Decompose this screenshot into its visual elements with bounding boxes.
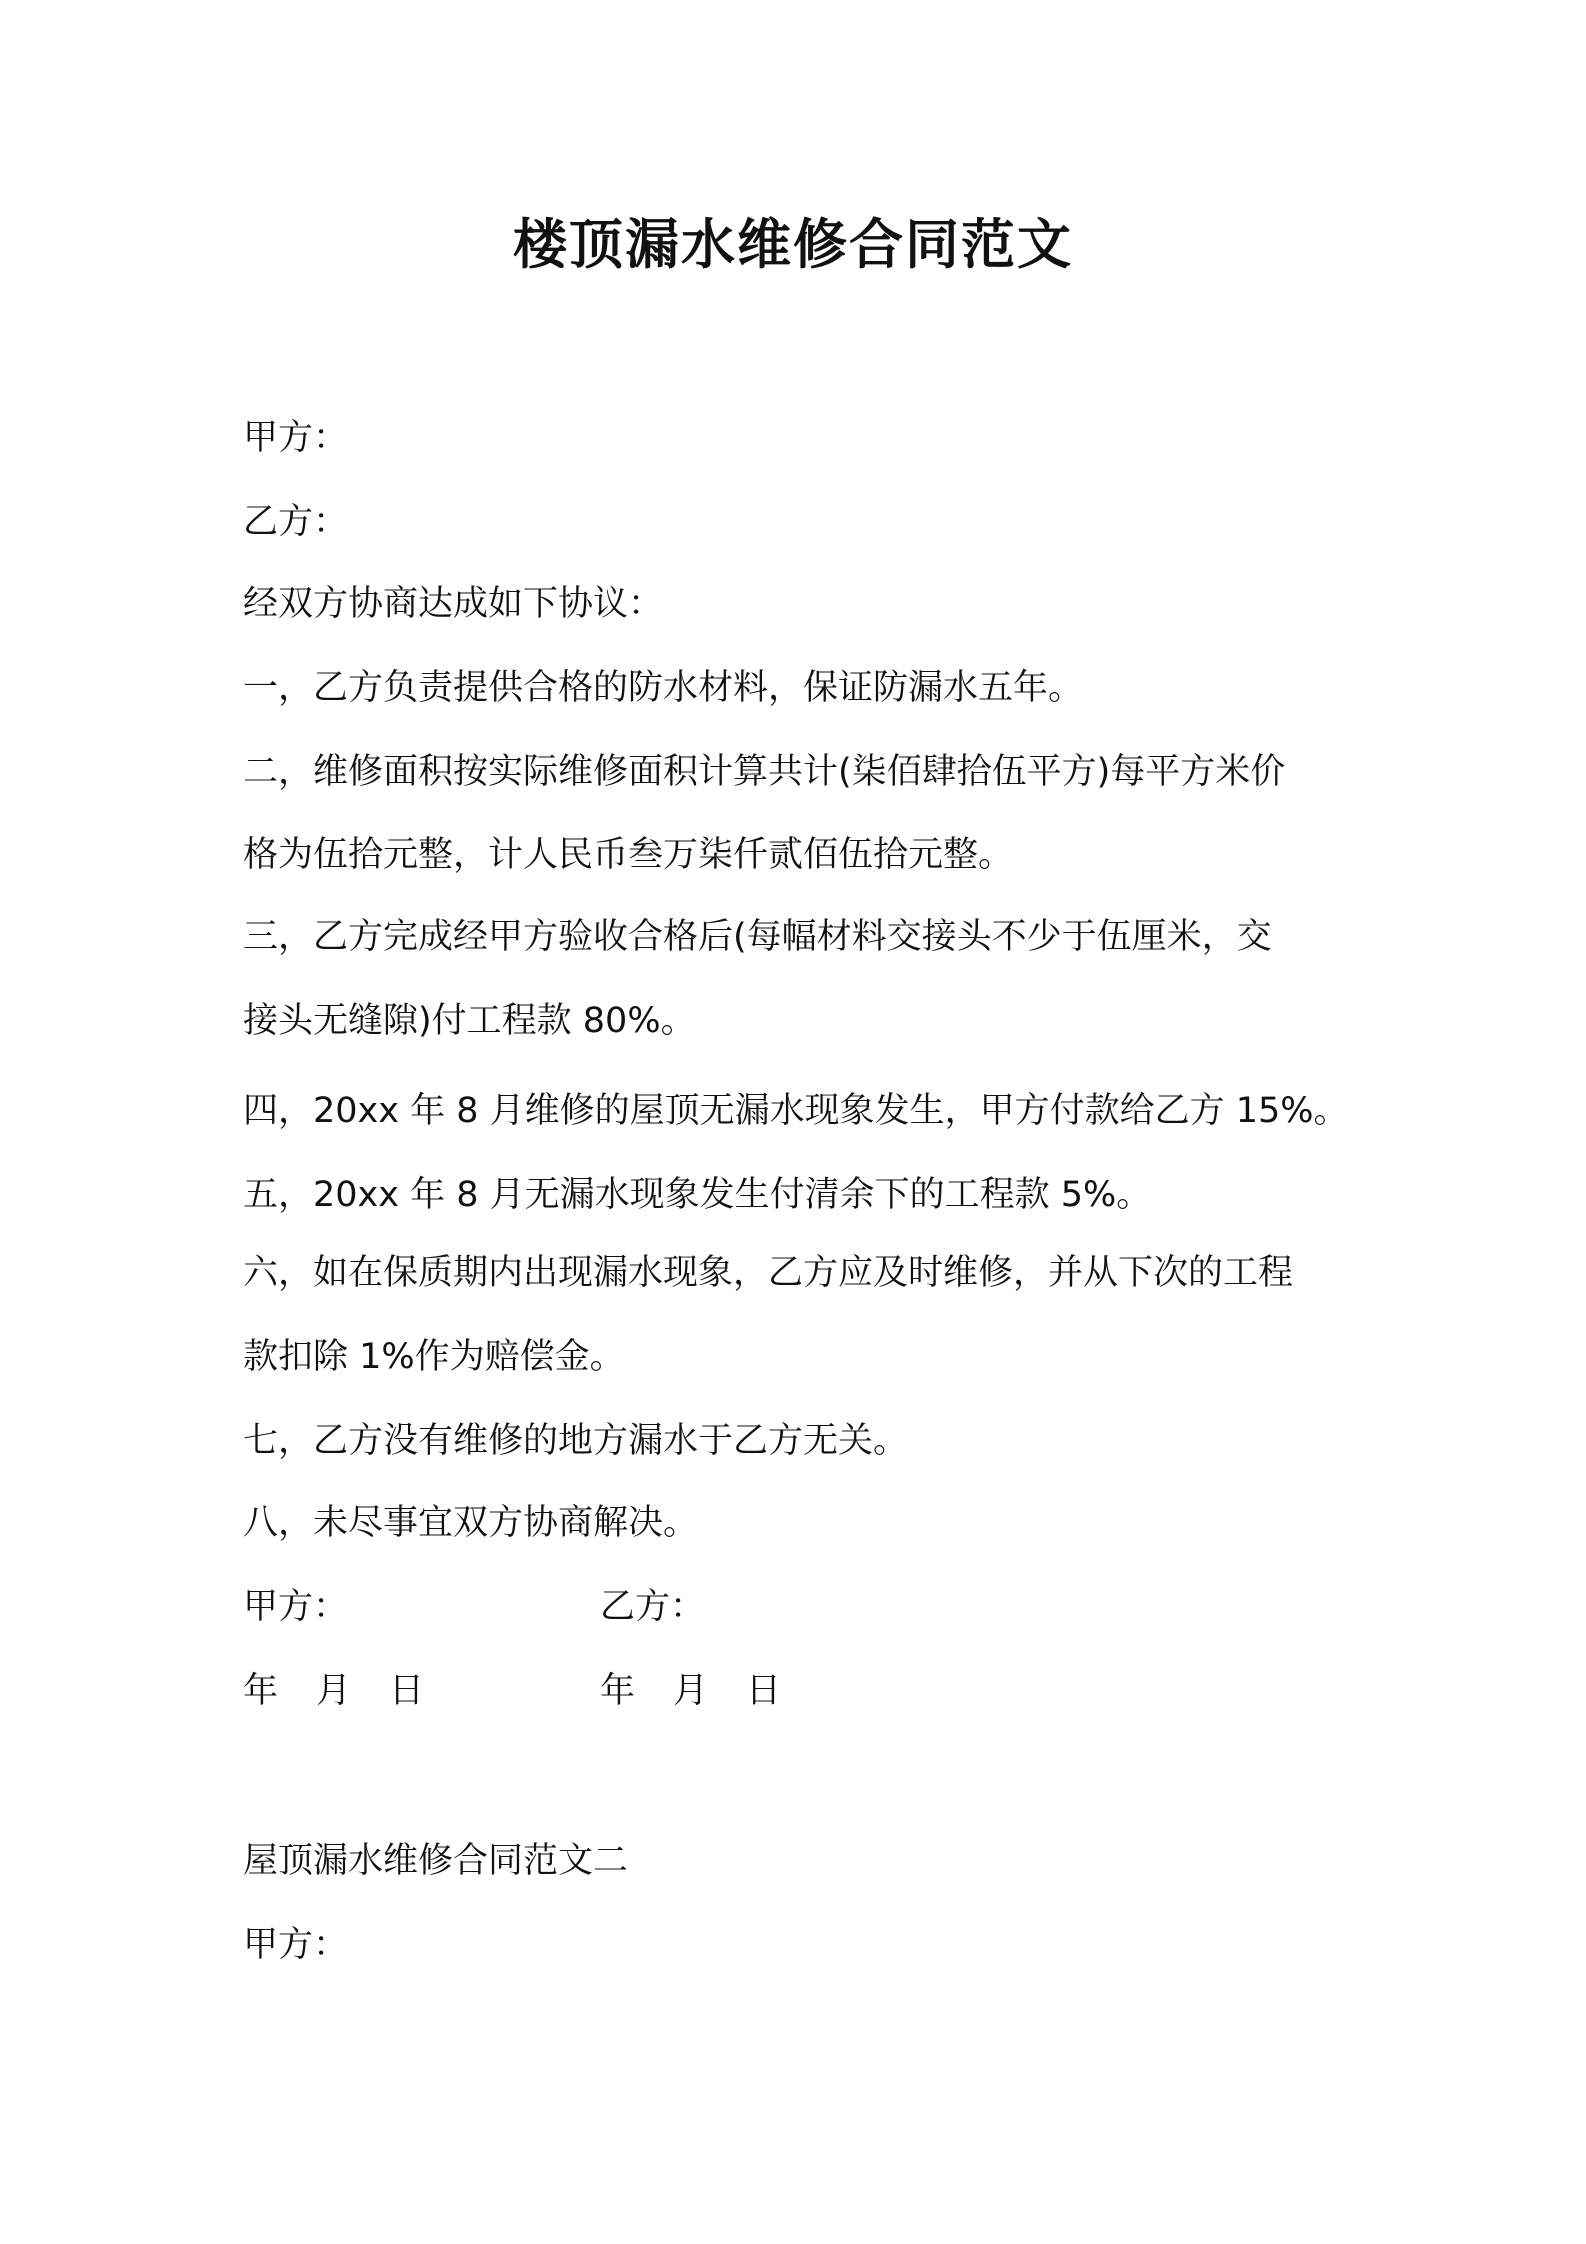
document-title: 楼顶漏水维修合同范文	[513, 213, 1073, 276]
signature-date-a	[243, 1667, 424, 1715]
date-day-label: 日	[746, 1671, 782, 1711]
date-year-label: 年	[600, 1671, 636, 1711]
agreement-intro: 经双方协商达成如下协议：	[243, 584, 664, 624]
clause-5: 五，20xx 年 8 月无漏水现象发生付清余下的工程款 5%。	[243, 1175, 1152, 1215]
date-day-label: 日	[389, 1671, 425, 1711]
signature-party-b: 乙方：	[600, 1587, 706, 1627]
clause-2-line-2: 格为伍拾元整，计人民币叁万柒仟贰佰伍拾元整。	[243, 835, 1014, 875]
party-a-label: 甲方：	[243, 418, 349, 458]
signature-date-b	[600, 1667, 781, 1715]
clause-4: 四，20xx 年 8 月维修的屋顶无漏水现象发生，甲方付款给乙方 15%。	[243, 1091, 1349, 1131]
date-month-label: 月	[316, 1671, 352, 1711]
clause-7: 七，乙方没有维修的地方漏水于乙方无关。	[243, 1421, 909, 1461]
second-party-a-label: 甲方：	[243, 1925, 349, 1965]
date-year-label: 年	[243, 1671, 279, 1711]
clause-3-line-2: 接头无缝隙)付工程款 80%。	[243, 1001, 696, 1041]
clause-3-line-1: 三，乙方完成经甲方验收合格后(每幅材料交接头不少于伍厘米，交	[243, 917, 1272, 957]
second-contract-title: 屋顶漏水维修合同范文二	[243, 1841, 629, 1881]
clause-2-line-1: 二，维修面积按实际维修面积计算共计(柒佰肆拾伍平方)每平方米价	[243, 752, 1286, 792]
clause-6-line-1: 六，如在保质期内出现漏水现象，乙方应及时维修，并从下次的工程	[243, 1253, 1294, 1293]
signature-party-a: 甲方：	[243, 1587, 349, 1627]
date-month-label: 月	[673, 1671, 709, 1711]
clause-8: 八，未尽事宜双方协商解决。	[243, 1503, 699, 1543]
clause-1: 一，乙方负责提供合格的防水材料，保证防漏水五年。	[243, 668, 1084, 708]
party-b-label: 乙方：	[243, 502, 349, 542]
clause-6-line-2: 款扣除 1%作为赔偿金。	[243, 1337, 625, 1377]
